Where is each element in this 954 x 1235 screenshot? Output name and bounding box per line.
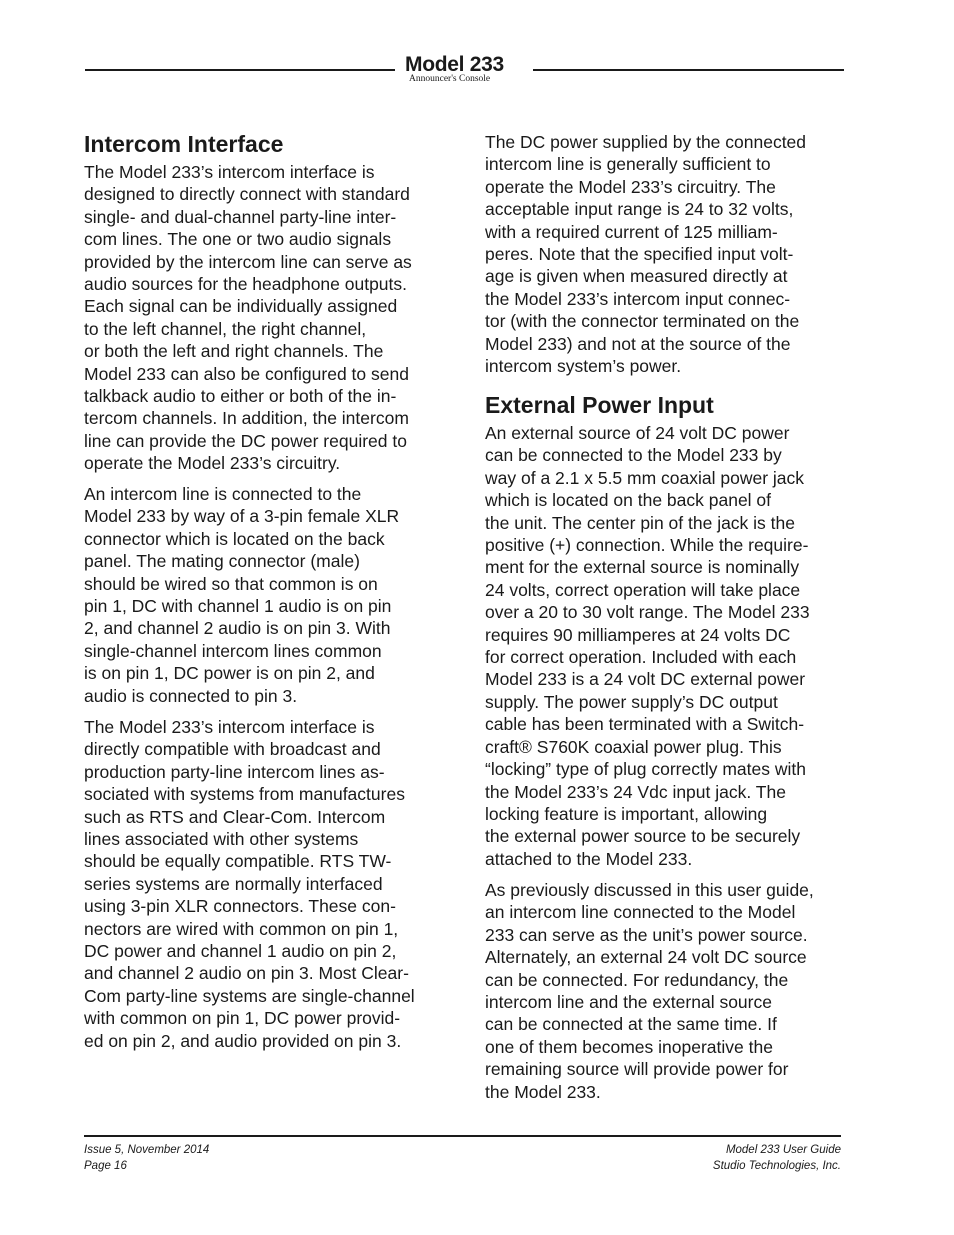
- text-line: As previously discussed in this user guide,: [485, 880, 814, 900]
- text-line: attached to the Model 233.: [485, 848, 693, 869]
- text-line: the Model 233’s 24 Vdc input jack. The: [485, 781, 786, 802]
- text-line: series systems are normally interfaced: [84, 873, 383, 894]
- text-line: operate the Model 233’s circuitry. The: [485, 176, 776, 197]
- text-line: for correct operation. Included with each: [485, 647, 797, 668]
- text-line: An intercom line is connected to the: [84, 484, 362, 504]
- footer-guide-title: Model 233 User Guide: [725, 1144, 841, 1156]
- text-line: cable has been terminated with a Switch-: [485, 714, 805, 735]
- text-line: using 3-pin XLR connectors. These con-: [84, 896, 396, 917]
- text-line: locking feature is important, allowing: [485, 803, 768, 824]
- footer-rule: [84, 1135, 841, 1137]
- paragraph: [84, 483, 446, 707]
- text-line: the external power source to be securely: [485, 826, 801, 847]
- text-line: should be equally compatible. RTS TW-: [84, 851, 392, 872]
- text-line: craft® S760K coaxial power plug. This: [485, 736, 782, 757]
- footer-issue: Issue 5, November 2014: [84, 1144, 210, 1156]
- text-line: Model 233 can also be configured to send: [84, 363, 409, 384]
- text-line: com lines. The one or two audio signals: [84, 229, 392, 250]
- text-line: The Model 233’s intercom interface is: [84, 717, 375, 737]
- header-rule-right: [533, 69, 844, 71]
- text-line: remaining source will provide power for: [485, 1059, 789, 1080]
- text-line: with a required current of 125 milliam-: [485, 221, 778, 242]
- logo-title: Model 233: [405, 53, 504, 76]
- footer-page-number: Page 16: [84, 1159, 127, 1172]
- text-line: tercom channels. In addition, the intercom: [84, 408, 409, 429]
- text-line: lines associated with other systems: [84, 829, 359, 850]
- text-line: peres. Note that the specified input volt-: [485, 244, 794, 265]
- text-line: audio is connected to pin 3.: [84, 685, 298, 706]
- text-line: intercom line and the external source: [485, 992, 772, 1013]
- text-line: way of a 2.1 x 5.5 mm coaxial power jack: [485, 467, 805, 488]
- text-line: Model 233) and not at the source of the: [485, 333, 791, 354]
- text-line: positive (+) connection. While the require-: [485, 535, 809, 556]
- text-line: the Model 233.: [485, 1081, 601, 1102]
- section-heading-external-power: External Power Input: [485, 392, 714, 418]
- text-line: tor (with the connector terminated on the: [485, 311, 800, 332]
- text-line: single-channel intercom lines common: [84, 640, 382, 661]
- text-line: to the left channel, the right channel,: [84, 318, 367, 339]
- text-line: talkback audio to either or both of the in-: [84, 386, 397, 407]
- model-logo: [405, 54, 525, 84]
- paragraph: [84, 161, 446, 475]
- text-line: The DC power supplied by the connected: [485, 132, 807, 152]
- text-line: panel. The mating connector (male): [84, 551, 360, 572]
- paragraph: [485, 131, 847, 377]
- text-line: provided by the intercom line can serve as: [84, 251, 412, 272]
- text-line: intercom line is generally sufficient to: [485, 154, 771, 175]
- text-line: Com party-line systems are single-channel: [84, 985, 415, 1006]
- text-line: or both the left and right channels. The: [84, 341, 384, 362]
- text-line: should be wired so that common is on: [84, 573, 378, 594]
- text-line: line can provide the DC power required to: [84, 430, 407, 451]
- section-heading-intercom: Intercom Interface: [84, 131, 284, 157]
- text-line: designed to directly connect with standard: [84, 184, 410, 205]
- text-line: Alternately, an external 24 volt DC source: [485, 947, 807, 968]
- text-line: ed on pin 2, and audio provided on pin 3.: [84, 1030, 402, 1051]
- text-line: Model 233 is a 24 volt DC external power: [485, 669, 806, 690]
- footer-right: [713, 1143, 841, 1174]
- text-line: “locking” type of plug correctly mates with: [485, 759, 806, 780]
- text-line: can be connected at the same time. If: [485, 1014, 777, 1035]
- text-line: production party-line intercom lines as-: [84, 761, 385, 782]
- text-line: 2, and channel 2 audio is on pin 3. With: [84, 618, 391, 639]
- footer-left: [84, 1143, 209, 1174]
- text-line: over a 20 to 30 volt range. The Model 233: [485, 602, 810, 623]
- text-line: DC power and channel 1 audio on pin 2,: [84, 941, 397, 962]
- text-line: Each signal can be individually assigned: [84, 296, 398, 317]
- text-line: acceptable input range is 24 to 32 volts,: [485, 199, 794, 220]
- text-line: sociated with systems from manufactures: [84, 784, 405, 805]
- text-line: can be connected to the Model 233 by: [485, 445, 782, 466]
- text-line: connector which is located on the back: [84, 528, 385, 549]
- text-line: single- and dual-channel party-line inter-: [84, 206, 397, 227]
- text-line: which is located on the back panel of: [485, 490, 772, 511]
- paragraph: [485, 422, 847, 870]
- text-line: Model 233 by way of a 3-pin female XLR: [84, 506, 400, 527]
- text-line: the Model 233’s intercom input connec-: [485, 288, 791, 309]
- text-line: the unit. The center pin of the jack is the: [485, 512, 796, 533]
- text-line: can be connected. For redundancy, the: [485, 969, 789, 990]
- text-line: and channel 2 audio on pin 3. Most Clear-: [84, 963, 409, 984]
- text-line: supply. The power supply’s DC output: [485, 691, 778, 712]
- text-line: intercom system’s power.: [485, 356, 682, 377]
- paragraph: [485, 879, 847, 1103]
- text-line: one of them becomes inoperative the: [485, 1036, 773, 1057]
- text-line: The Model 233’s intercom interface is: [84, 162, 375, 182]
- text-line: is on pin 1, DC power is on pin 2, and: [84, 663, 375, 684]
- text-line: pin 1, DC with channel 1 audio is on pin: [84, 596, 392, 617]
- text-line: ment for the external source is nominally: [485, 557, 800, 578]
- text-line: requires 90 milliamperes at 24 volts DC: [485, 624, 791, 645]
- text-line: an intercom line connected to the Model: [485, 902, 796, 923]
- text-line: An external source of 24 volt DC power: [485, 423, 790, 443]
- logo-subtitle: Announcer's Console: [409, 74, 491, 84]
- text-line: 233 can serve as the unit’s power source.: [485, 924, 808, 945]
- text-line: directly compatible with broadcast and: [84, 739, 381, 760]
- paragraph: [84, 716, 446, 1052]
- text-line: age is given when measured directly at: [485, 266, 788, 287]
- text-line: such as RTS and Clear-Com. Intercom: [84, 806, 386, 827]
- text-line: nectors are wired with common on pin 1,: [84, 918, 399, 939]
- text-line: 24 volts, correct operation will take place: [485, 579, 801, 600]
- footer-company: Studio Technologies, Inc.: [712, 1159, 841, 1172]
- text-line: with common on pin 1, DC power provid-: [84, 1008, 401, 1029]
- header-rule-left: [85, 69, 395, 71]
- text-line: operate the Model 233’s circuitry.: [84, 453, 341, 474]
- text-line: audio sources for the headphone outputs.: [84, 274, 408, 295]
